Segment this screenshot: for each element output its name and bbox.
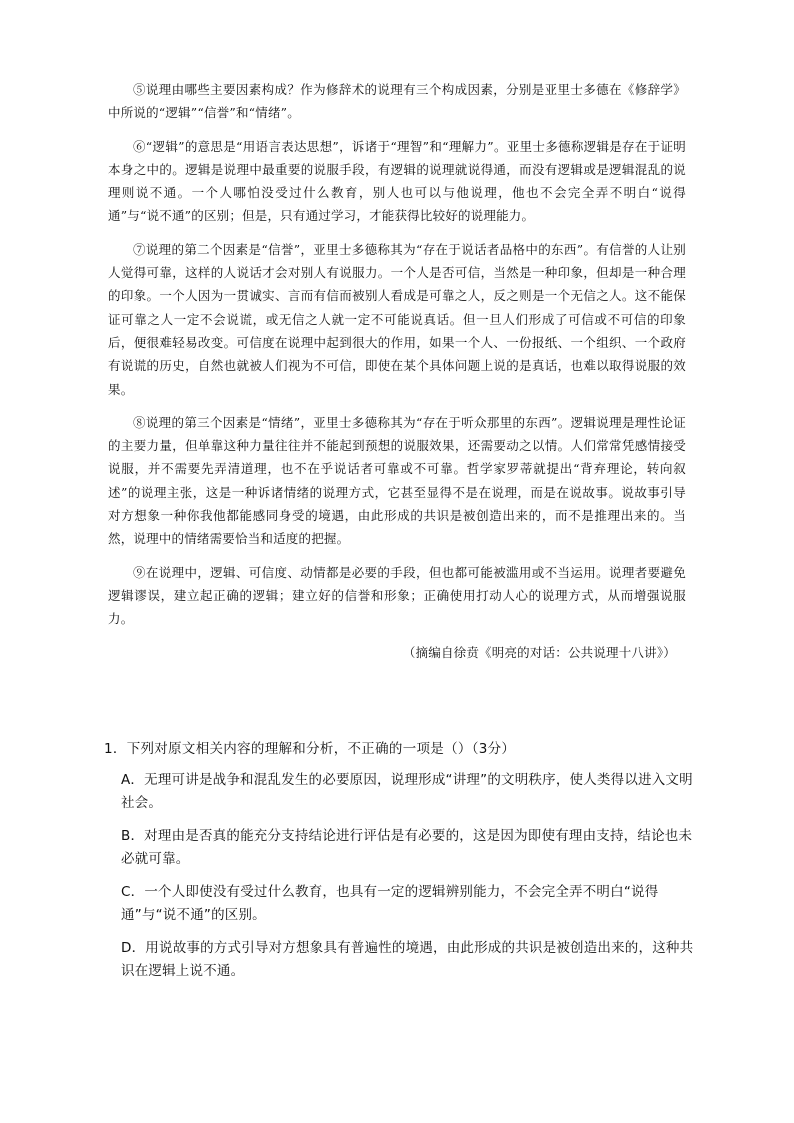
option-b-letter: B．: [121, 828, 145, 844]
paragraph-5: ⑤说理由哪些主要因素构成？作为修辞术的说理有三个构成因素，分别是亚里士多德在《修辞学》中所说的“逻辑”“信誉”和“情绪”。: [108, 82, 686, 121]
reading-passage: [108, 78, 686, 664]
option-c-text: 一个人即使没有受过什么教育，也具有一定的逻辑辨别能力，不会完全弄不明白“说得通”与“说不通”的区别。: [121, 884, 659, 923]
question-block: [104, 737, 700, 993]
option-d-text: 用说故事的方式引导对方想象具有普遍性的境遇，由此形成的共识是被创造出来的，这种共识在逻辑上说不通。: [121, 940, 694, 979]
question-stem: 1．下列对原文相关内容的理解和分析，不正确的一项是（）（3分）: [104, 741, 516, 757]
option-a-text: 无理可讲是战争和混乱发生的必要原因，说理形成“讲理”的文明秩序，使人类得以进入文明社会。: [121, 772, 693, 811]
paragraph-6: ⑥“逻辑”的意思是“用语言表达思想”，诉诸于“理智”和“理解力”。亚里士多德称逻辑是存在于证明本身之中的。逻辑是说理中最重要的说服手段，有逻辑的说理就说得通，而没有逻辑或是逻辑混乱的说理则说不通。一个人哪怕没受过什么教育，别人也可以与他说理，他也不会完全弄不明白“说得通”与“说不通”的区别；但是，只有通过学习，才能获得比较好的说理能力。: [108, 138, 686, 224]
option-c: [104, 881, 700, 927]
option-a-letter: A．: [121, 772, 145, 788]
option-b-text: 对理由是否真的能充分支持结论进行评估是有必要的，这是因为即使有理由支持，结论也未必就可靠。: [121, 828, 693, 867]
paragraph-9: ⑨在说理中，逻辑、可信度、动情都是必要的手段，但也都可能被滥用或不当运用。说理者要避免逻辑谬误，建立起正确的逻辑；建立好的信誉和形象；正确使用打动人心的说理方式，从而增强说服力。: [108, 564, 686, 627]
paragraph-8: ⑧说理的第三个因素是“情绪”，亚里士多德称其为“存在于听众那里的东西”。逻辑说理是理性论证的主要力量，但单靠这种力量往往并不能起到预想的说服效果，还需要动之以情。人们常常凭感情接受说服，并不需要先弄清道理，也不在乎说话者可靠或不可靠。哲学家罗蒂就提出“背弃理论，转向叙述”的说理主张，这是一种诉诸情绪的说理方式，它甚至显得不是在说理，而是在说故事。说故事引导对方想象一种你我他都能感同身受的境遇，由此形成的共识是被创造出来的，而不是推理出来的。当然，说理中的情绪需要恰当和适度的把握。: [108, 414, 686, 547]
option-c-letter: C．: [121, 884, 145, 900]
option-b: [104, 825, 700, 871]
option-d-letter: D．: [121, 940, 146, 956]
paragraph-7: ⑦说理的第二个因素是“信誉”，亚里士多德称其为“存在于说话者品格中的东西”。有信誉的人让别人觉得可靠，这样的人说话才会对别人有说服力。一个人是否可信，当然是一种印象，但却是一种合理的印象。一个人因为一贯诚实、言而有信而被别人看成是可靠之人，反之则是一个无信之人。这不能保证可靠之人一定不会说谎，或无信之人就一定不可能说真话。但一旦人们形成了可信或不可信的印象后，便很难轻易改变。可信度在说理中起到很大的作用，如果一个人、一份报纸、一个组织、一个政府有说谎的历史，自然也就被人们视为不可信，即使在某个具体问题上说的是真话，也难以取得说服的效果。: [108, 241, 686, 397]
passage-source: （摘编自徐贲《明亮的对话：公共说理十八讲》）: [402, 644, 676, 660]
option-d: [104, 937, 700, 983]
option-a: [104, 769, 700, 815]
